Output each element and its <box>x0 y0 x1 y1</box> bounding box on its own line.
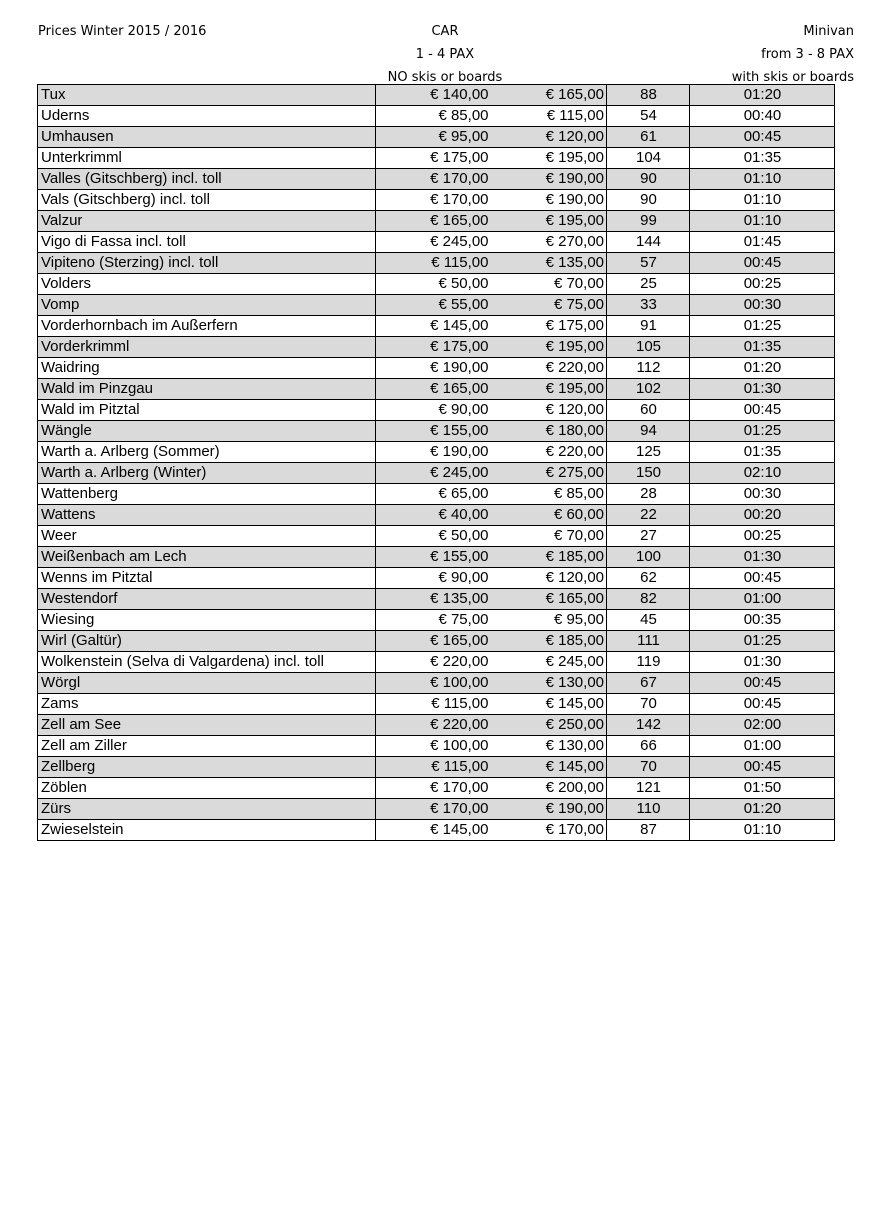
car-price-cell: € 155,00 <box>376 547 491 568</box>
distance-km-cell: 22 <box>607 505 690 526</box>
table-row <box>38 736 835 757</box>
table-row <box>38 799 835 820</box>
distance-km-cell: 61 <box>607 127 690 148</box>
distance-km-cell: 70 <box>607 757 690 778</box>
table-row <box>38 337 835 358</box>
minivan-price-cell: € 145,00 <box>491 757 607 778</box>
car-price-cell: € 170,00 <box>376 778 491 799</box>
distance-km-cell: 87 <box>607 820 690 841</box>
car-price-cell: € 95,00 <box>376 127 491 148</box>
distance-km-cell: 100 <box>607 547 690 568</box>
destination-cell: Wolkenstein (Selva di Valgardena) incl. toll <box>38 652 376 673</box>
travel-time-cell: 01:30 <box>690 379 835 400</box>
car-price-cell: € 85,00 <box>376 106 491 127</box>
distance-km-cell: 27 <box>607 526 690 547</box>
destination-cell: Westendorf <box>38 589 376 610</box>
car-header-line: 1 - 4 PAX <box>415 47 475 62</box>
distance-km-cell: 91 <box>607 316 690 337</box>
car-price-cell: € 115,00 <box>376 694 491 715</box>
price-table <box>37 84 835 841</box>
table-row <box>38 127 835 148</box>
distance-km-cell: 99 <box>607 211 690 232</box>
minivan-price-cell: € 165,00 <box>491 589 607 610</box>
destination-cell: Zams <box>38 694 376 715</box>
minivan-price-cell: € 70,00 <box>491 526 607 547</box>
minivan-header-line: with skis or boards <box>731 70 854 85</box>
destination-cell: Valzur <box>38 211 376 232</box>
table-row <box>38 715 835 736</box>
title-text: Prices Winter 2015 / 2016 <box>38 24 207 39</box>
destination-cell: Weer <box>38 526 376 547</box>
table-row <box>38 169 835 190</box>
distance-km-cell: 102 <box>607 379 690 400</box>
minivan-price-cell: € 195,00 <box>491 379 607 400</box>
distance-km-cell: 70 <box>607 694 690 715</box>
distance-km-cell: 90 <box>607 169 690 190</box>
travel-time-cell: 00:25 <box>690 274 835 295</box>
travel-time-cell: 01:10 <box>690 820 835 841</box>
car-price-cell: € 50,00 <box>376 274 491 295</box>
table-row <box>38 673 835 694</box>
travel-time-cell: 00:45 <box>690 253 835 274</box>
travel-time-cell: 01:50 <box>690 778 835 799</box>
travel-time-cell: 01:45 <box>690 232 835 253</box>
minivan-price-cell: € 170,00 <box>491 820 607 841</box>
table-row <box>38 568 835 589</box>
destination-cell: Umhausen <box>38 127 376 148</box>
distance-km-cell: 45 <box>607 610 690 631</box>
distance-km-cell: 62 <box>607 568 690 589</box>
minivan-column-header <box>732 20 854 89</box>
minivan-price-cell: € 175,00 <box>491 316 607 337</box>
minivan-price-cell: € 195,00 <box>491 148 607 169</box>
travel-time-cell: 01:00 <box>690 589 835 610</box>
car-price-cell: € 175,00 <box>376 148 491 169</box>
minivan-price-cell: € 190,00 <box>491 169 607 190</box>
car-price-cell: € 245,00 <box>376 232 491 253</box>
destination-cell: Unterkrimml <box>38 148 376 169</box>
distance-km-cell: 112 <box>607 358 690 379</box>
travel-time-cell: 01:25 <box>690 631 835 652</box>
car-price-cell: € 220,00 <box>376 652 491 673</box>
minivan-price-cell: € 60,00 <box>491 505 607 526</box>
travel-time-cell: 00:40 <box>690 106 835 127</box>
car-price-cell: € 170,00 <box>376 169 491 190</box>
table-row <box>38 232 835 253</box>
minivan-price-cell: € 185,00 <box>491 631 607 652</box>
travel-time-cell: 00:45 <box>690 694 835 715</box>
table-row <box>38 400 835 421</box>
travel-time-cell: 00:45 <box>690 673 835 694</box>
distance-km-cell: 119 <box>607 652 690 673</box>
minivan-price-cell: € 95,00 <box>491 610 607 631</box>
car-price-cell: € 220,00 <box>376 715 491 736</box>
minivan-price-cell: € 190,00 <box>491 190 607 211</box>
minivan-price-cell: € 70,00 <box>491 274 607 295</box>
car-price-cell: € 245,00 <box>376 463 491 484</box>
table-row <box>38 85 835 106</box>
travel-time-cell: 02:10 <box>690 463 835 484</box>
minivan-price-cell: € 130,00 <box>491 673 607 694</box>
minivan-price-cell: € 85,00 <box>491 484 607 505</box>
distance-km-cell: 25 <box>607 274 690 295</box>
minivan-header-line: from 3 - 8 PAX <box>761 47 854 62</box>
distance-km-cell: 104 <box>607 148 690 169</box>
distance-km-cell: 111 <box>607 631 690 652</box>
table-row <box>38 421 835 442</box>
minivan-price-cell: € 120,00 <box>491 568 607 589</box>
minivan-price-cell: € 190,00 <box>491 799 607 820</box>
destination-cell: Wenns im Pitztal <box>38 568 376 589</box>
minivan-price-cell: € 165,00 <box>491 85 607 106</box>
table-row <box>38 148 835 169</box>
minivan-price-cell: € 245,00 <box>491 652 607 673</box>
car-price-cell: € 75,00 <box>376 610 491 631</box>
table-row <box>38 295 835 316</box>
car-price-cell: € 175,00 <box>376 337 491 358</box>
car-price-cell: € 115,00 <box>376 253 491 274</box>
car-price-cell: € 65,00 <box>376 484 491 505</box>
minivan-price-cell: € 220,00 <box>491 442 607 463</box>
travel-time-cell: 01:10 <box>690 190 835 211</box>
minivan-price-cell: € 195,00 <box>491 211 607 232</box>
travel-time-cell: 01:25 <box>690 316 835 337</box>
travel-time-cell: 01:35 <box>690 337 835 358</box>
table-row <box>38 274 835 295</box>
destination-cell: Zellberg <box>38 757 376 778</box>
travel-time-cell: 01:20 <box>690 85 835 106</box>
distance-km-cell: 60 <box>607 400 690 421</box>
distance-km-cell: 33 <box>607 295 690 316</box>
minivan-price-cell: € 145,00 <box>491 694 607 715</box>
travel-time-cell: 01:25 <box>690 421 835 442</box>
car-price-cell: € 165,00 <box>376 631 491 652</box>
destination-cell: Wängle <box>38 421 376 442</box>
minivan-price-cell: € 135,00 <box>491 253 607 274</box>
table-row <box>38 484 835 505</box>
distance-km-cell: 54 <box>607 106 690 127</box>
travel-time-cell: 01:35 <box>690 148 835 169</box>
destination-cell: Vomp <box>38 295 376 316</box>
distance-km-cell: 125 <box>607 442 690 463</box>
table-row <box>38 631 835 652</box>
destination-cell: Wattenberg <box>38 484 376 505</box>
minivan-price-cell: € 120,00 <box>491 400 607 421</box>
destination-cell: Valles (Gitschberg) incl. toll <box>38 169 376 190</box>
destination-cell: Vigo di Fassa incl. toll <box>38 232 376 253</box>
destination-cell: Vorderkrimml <box>38 337 376 358</box>
car-price-cell: € 115,00 <box>376 757 491 778</box>
table-row <box>38 358 835 379</box>
table-row <box>38 505 835 526</box>
minivan-price-cell: € 275,00 <box>491 463 607 484</box>
car-price-cell: € 135,00 <box>376 589 491 610</box>
table-row <box>38 106 835 127</box>
minivan-price-cell: € 250,00 <box>491 715 607 736</box>
distance-km-cell: 121 <box>607 778 690 799</box>
distance-km-cell: 142 <box>607 715 690 736</box>
car-price-cell: € 100,00 <box>376 736 491 757</box>
table-row <box>38 589 835 610</box>
travel-time-cell: 01:10 <box>690 211 835 232</box>
car-price-cell: € 170,00 <box>376 190 491 211</box>
travel-time-cell: 01:30 <box>690 547 835 568</box>
price-table-body <box>38 85 835 841</box>
car-price-cell: € 100,00 <box>376 673 491 694</box>
distance-km-cell: 57 <box>607 253 690 274</box>
table-row <box>38 610 835 631</box>
table-row <box>38 694 835 715</box>
table-row <box>38 652 835 673</box>
car-price-cell: € 145,00 <box>376 316 491 337</box>
car-column-header <box>380 20 510 89</box>
travel-time-cell: 00:25 <box>690 526 835 547</box>
car-price-cell: € 50,00 <box>376 526 491 547</box>
table-row <box>38 526 835 547</box>
travel-time-cell: 00:30 <box>690 484 835 505</box>
destination-cell: Wörgl <box>38 673 376 694</box>
table-row <box>38 253 835 274</box>
table-row <box>38 757 835 778</box>
distance-km-cell: 150 <box>607 463 690 484</box>
table-row <box>38 820 835 841</box>
minivan-price-cell: € 180,00 <box>491 421 607 442</box>
minivan-price-cell: € 220,00 <box>491 358 607 379</box>
destination-cell: Vorderhornbach im Außerfern <box>38 316 376 337</box>
car-price-cell: € 90,00 <box>376 400 491 421</box>
travel-time-cell: 00:20 <box>690 505 835 526</box>
car-price-cell: € 170,00 <box>376 799 491 820</box>
destination-cell: Waidring <box>38 358 376 379</box>
travel-time-cell: 01:20 <box>690 799 835 820</box>
travel-time-cell: 00:45 <box>690 757 835 778</box>
minivan-price-cell: € 120,00 <box>491 127 607 148</box>
destination-cell: Wald im Pitztal <box>38 400 376 421</box>
table-row <box>38 190 835 211</box>
car-price-cell: € 40,00 <box>376 505 491 526</box>
travel-time-cell: 00:45 <box>690 568 835 589</box>
minivan-price-cell: € 185,00 <box>491 547 607 568</box>
car-price-cell: € 155,00 <box>376 421 491 442</box>
destination-cell: Wattens <box>38 505 376 526</box>
car-price-cell: € 140,00 <box>376 85 491 106</box>
car-price-cell: € 190,00 <box>376 442 491 463</box>
minivan-header-line: Minivan <box>803 24 854 39</box>
distance-km-cell: 110 <box>607 799 690 820</box>
destination-cell: Uderns <box>38 106 376 127</box>
travel-time-cell: 01:10 <box>690 169 835 190</box>
travel-time-cell: 01:20 <box>690 358 835 379</box>
car-header-line: NO skis or boards <box>387 70 503 85</box>
car-price-cell: € 55,00 <box>376 295 491 316</box>
destination-cell: Zell am See <box>38 715 376 736</box>
destination-cell: Volders <box>38 274 376 295</box>
destination-cell: Wald im Pinzgau <box>38 379 376 400</box>
distance-km-cell: 82 <box>607 589 690 610</box>
table-row <box>38 547 835 568</box>
travel-time-cell: 01:00 <box>690 736 835 757</box>
minivan-price-cell: € 115,00 <box>491 106 607 127</box>
minivan-price-cell: € 270,00 <box>491 232 607 253</box>
destination-cell: Zöblen <box>38 778 376 799</box>
destination-cell: Warth a. Arlberg (Winter) <box>38 463 376 484</box>
travel-time-cell: 00:45 <box>690 400 835 421</box>
destination-cell: Wiesing <box>38 610 376 631</box>
table-row <box>38 442 835 463</box>
distance-km-cell: 90 <box>607 190 690 211</box>
travel-time-cell: 00:30 <box>690 295 835 316</box>
distance-km-cell: 66 <box>607 736 690 757</box>
destination-cell: Zwieselstein <box>38 820 376 841</box>
page-title <box>38 20 206 43</box>
minivan-price-cell: € 130,00 <box>491 736 607 757</box>
distance-km-cell: 88 <box>607 85 690 106</box>
table-row <box>38 379 835 400</box>
car-price-cell: € 190,00 <box>376 358 491 379</box>
destination-cell: Wirl (Galtür) <box>38 631 376 652</box>
distance-km-cell: 28 <box>607 484 690 505</box>
table-row <box>38 463 835 484</box>
destination-cell: Tux <box>38 85 376 106</box>
table-row <box>38 778 835 799</box>
travel-time-cell: 00:45 <box>690 127 835 148</box>
travel-time-cell: 01:35 <box>690 442 835 463</box>
destination-cell: Weißenbach am Lech <box>38 547 376 568</box>
destination-cell: Warth a. Arlberg (Sommer) <box>38 442 376 463</box>
destination-cell: Zürs <box>38 799 376 820</box>
travel-time-cell: 02:00 <box>690 715 835 736</box>
car-price-cell: € 90,00 <box>376 568 491 589</box>
car-price-cell: € 165,00 <box>376 211 491 232</box>
car-price-cell: € 165,00 <box>376 379 491 400</box>
distance-km-cell: 67 <box>607 673 690 694</box>
table-row <box>38 211 835 232</box>
travel-time-cell: 01:30 <box>690 652 835 673</box>
minivan-price-cell: € 200,00 <box>491 778 607 799</box>
car-header-line: CAR <box>431 24 459 39</box>
travel-time-cell: 00:35 <box>690 610 835 631</box>
table-row <box>38 316 835 337</box>
minivan-price-cell: € 75,00 <box>491 295 607 316</box>
destination-cell: Zell am Ziller <box>38 736 376 757</box>
destination-cell: Vipiteno (Sterzing) incl. toll <box>38 253 376 274</box>
minivan-price-cell: € 195,00 <box>491 337 607 358</box>
distance-km-cell: 105 <box>607 337 690 358</box>
distance-km-cell: 94 <box>607 421 690 442</box>
destination-cell: Vals (Gitschberg) incl. toll <box>38 190 376 211</box>
car-price-cell: € 145,00 <box>376 820 491 841</box>
distance-km-cell: 144 <box>607 232 690 253</box>
